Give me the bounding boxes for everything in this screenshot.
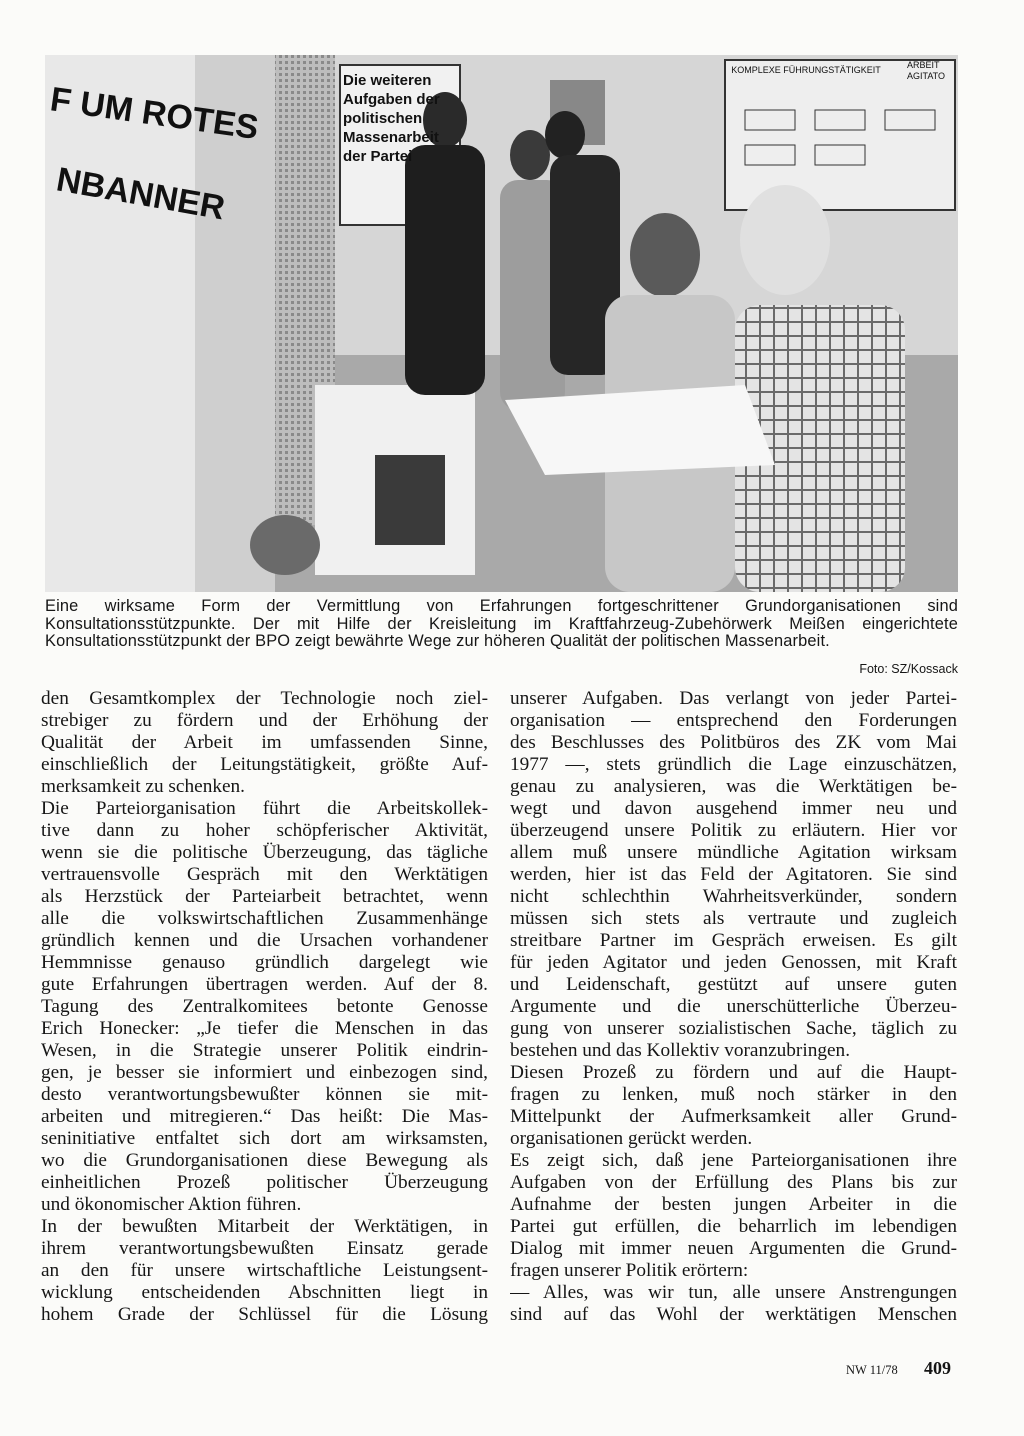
text-line: Qualität der Arbeit im umfassenden Sinne, [41,732,488,753]
text-line: des Beschlusses des Politbüros des ZK vom Mai [510,732,957,753]
text-line: Diesen Prozeß zu fördern und auf die Haupt- [510,1062,957,1083]
text-line: gute Erfahrungen übertragen werden. Auf der 8. [41,974,488,995]
text-line: unserer Aufgaben. Das verlangt von jeder Partei- [510,688,957,709]
text-line: organisation — entsprechend den Forderungen [510,710,957,731]
text-line: 1977 —, stets gründlich die Lage einzuschätzen, [510,754,957,775]
text-line: streitbare Partner im Gespräch erweisen. Es gilt [510,930,957,951]
text-line: vertrauensvolle Gespräch mit den Werktätigen [41,864,488,885]
photo-credit: Foto: SZ/Kossack [859,662,958,676]
text-line: Aufgaben von der Erfüllung des Plans bis zur [510,1172,957,1193]
text-line: fragen zu lenken, muß noch stärker in den [510,1084,957,1105]
sign-left-2: NBANNER [53,160,228,228]
text-line: Die Parteiorganisation führt die Arbeitskollek- [41,798,488,819]
text-line: gründlich kennen und die Ursachen vorhandener [41,930,488,951]
text-line: alle die volkswirtschaftlichen Zusammenhänge [41,908,488,929]
sign-left-1: F UM ROTES [47,80,261,148]
text-line: gung von unserer sozialistischen Sache, täglich zu [510,1018,957,1039]
page-number: 409 [924,1358,951,1378]
photo-illustration [45,55,958,592]
text-line: tive dann zu hoher schöpferischer Aktivität, [41,820,488,841]
article-column-left [41,688,488,1326]
text-line: und Leidenschaft, gestützt auf unsere guten [510,974,957,995]
text-line: Argumente und die unerschütterliche Überzeu- [510,996,957,1017]
text-line: hohem Grade der Schlüssel für die Lösung [41,1304,488,1325]
text-line: Aufnahme der besten jungen Arbeiter in die [510,1194,957,1215]
text-line: müssen sich stets als vertraute und zugleich [510,908,957,929]
text-line: seninitiative entfaltet sich dort am wirksamsten, [41,1128,488,1149]
text-line: genau zu analysieren, was die Werktätigen be- [510,776,957,797]
text-line: wenn sie die politische Überzeugung, das tägliche [41,842,488,863]
text-line: wicklung entscheidenden Abschnitten liegt in [41,1282,488,1303]
document-paper [505,385,775,475]
text-line: den Gesamtkomplex der Technologie noch ziel- [41,688,488,709]
text-line: einschließlich der Leitungstätigkeit, größte Auf- [41,754,488,775]
text-line: bestehen und das Kollektiv voranzubringen. [510,1040,851,1061]
text-line: Wesen, in die Strategie unserer Politik eindrin- [41,1040,488,1061]
caption-text: Eine wirksame Form der Vermittlung von Erfahrungen fortgeschrittener Grundorganisationen sind Konsultationsstützpunkte. Der mit Hilfe der Kreisleitung im Kraftfahrzeug-Zubehörwerk Meißen eingerichtete Konsultationsstützpunkt der BPO zeigt bewährte Wege zur höheren Qualität der politischen Massenarbeit. [45,597,958,650]
chart-label-2: ARBEIT AGITATO [907,60,946,81]
text-line: — Alles, was wir tun, alle unsere Anstrengungen [510,1282,957,1303]
photo-caption [45,598,958,651]
text-line: merksamkeit zu schenken. [41,776,245,797]
text-line: Hemmnisse genauso gründlich dargelegt wie [41,952,488,973]
text-line: sind auf das Wohl der werktätigen Menschen [510,1304,957,1325]
text-line: für jeden Agitator und jeden Genossen, mit Kraft [510,952,957,973]
text-line: wegt und davon ausgehend immer neu und [510,798,957,819]
text-line: als Herzstück der Parteiarbeit betrachtet, wenn [41,886,488,907]
potted-plant [250,515,320,575]
text-line: Es zeigt sich, daß jene Parteiorganisationen ihre [510,1150,957,1171]
text-line: einheitlichen Prozeß politischer Überzeugung [41,1172,488,1193]
text-line: Partei gut erfüllen, die beharrlich im lebendigen [510,1216,957,1237]
text-line: desto verantwortungsbewußter können sie mit- [41,1084,488,1105]
exhibition-photo [45,55,958,592]
text-line: Erich Honecker: „Je tiefer die Menschen in das [41,1018,488,1039]
text-line: organisationen gerückt werden. [510,1128,753,1149]
text-line: Dialog mit immer neuen Argumenten die Grund- [510,1238,957,1259]
text-line: nicht schlechthin Wahrheitsverkünder, sondern [510,886,957,907]
text-line: fragen unserer Politik erörtern: [510,1260,749,1281]
text-line: werden, hier ist das Feld der Agitatoren. Sie sind [510,864,957,885]
text-line: wo die Grundorganisationen diese Bewegung als [41,1150,488,1171]
chart-label-1: KOMPLEXE FÜHRUNGSTÄTIGKEIT [731,65,881,75]
article-column-right [510,688,957,1326]
text-line: allem muß unsere mündliche Agitation wirksam [510,842,957,863]
issue-number: NW 11/78 [846,1363,898,1377]
board-title: Die weiteren Aufgaben der politischen Massenarbeit der Partei [343,72,440,165]
text-line: Mittelpunkt der Aufmerksamkeit aller Grund- [510,1106,957,1127]
text-line: an den für unsere wirtschaftliche Leistungsent- [41,1260,488,1281]
text-line: In der bewußten Mitarbeit der Werktätigen, in [41,1216,488,1237]
text-line: ihrem verantwortungsbewußten Einsatz gerade [41,1238,488,1259]
text-line: strebiger zu fördern und der Erhöhung der [41,710,488,731]
text-line: Tagung des Zentralkomitees betonte Genosse [41,996,488,1017]
text-line: überzeugend unsere Politik zu erläutern. Hier vor [510,820,957,841]
text-line: und ökonomischer Aktion führen. [41,1194,302,1215]
text-line: gen, je besser sie informiert und einbezogen sind, [41,1062,488,1083]
text-line: arbeiten und mitregieren.“ Das heißt: Die Mas- [41,1106,488,1127]
